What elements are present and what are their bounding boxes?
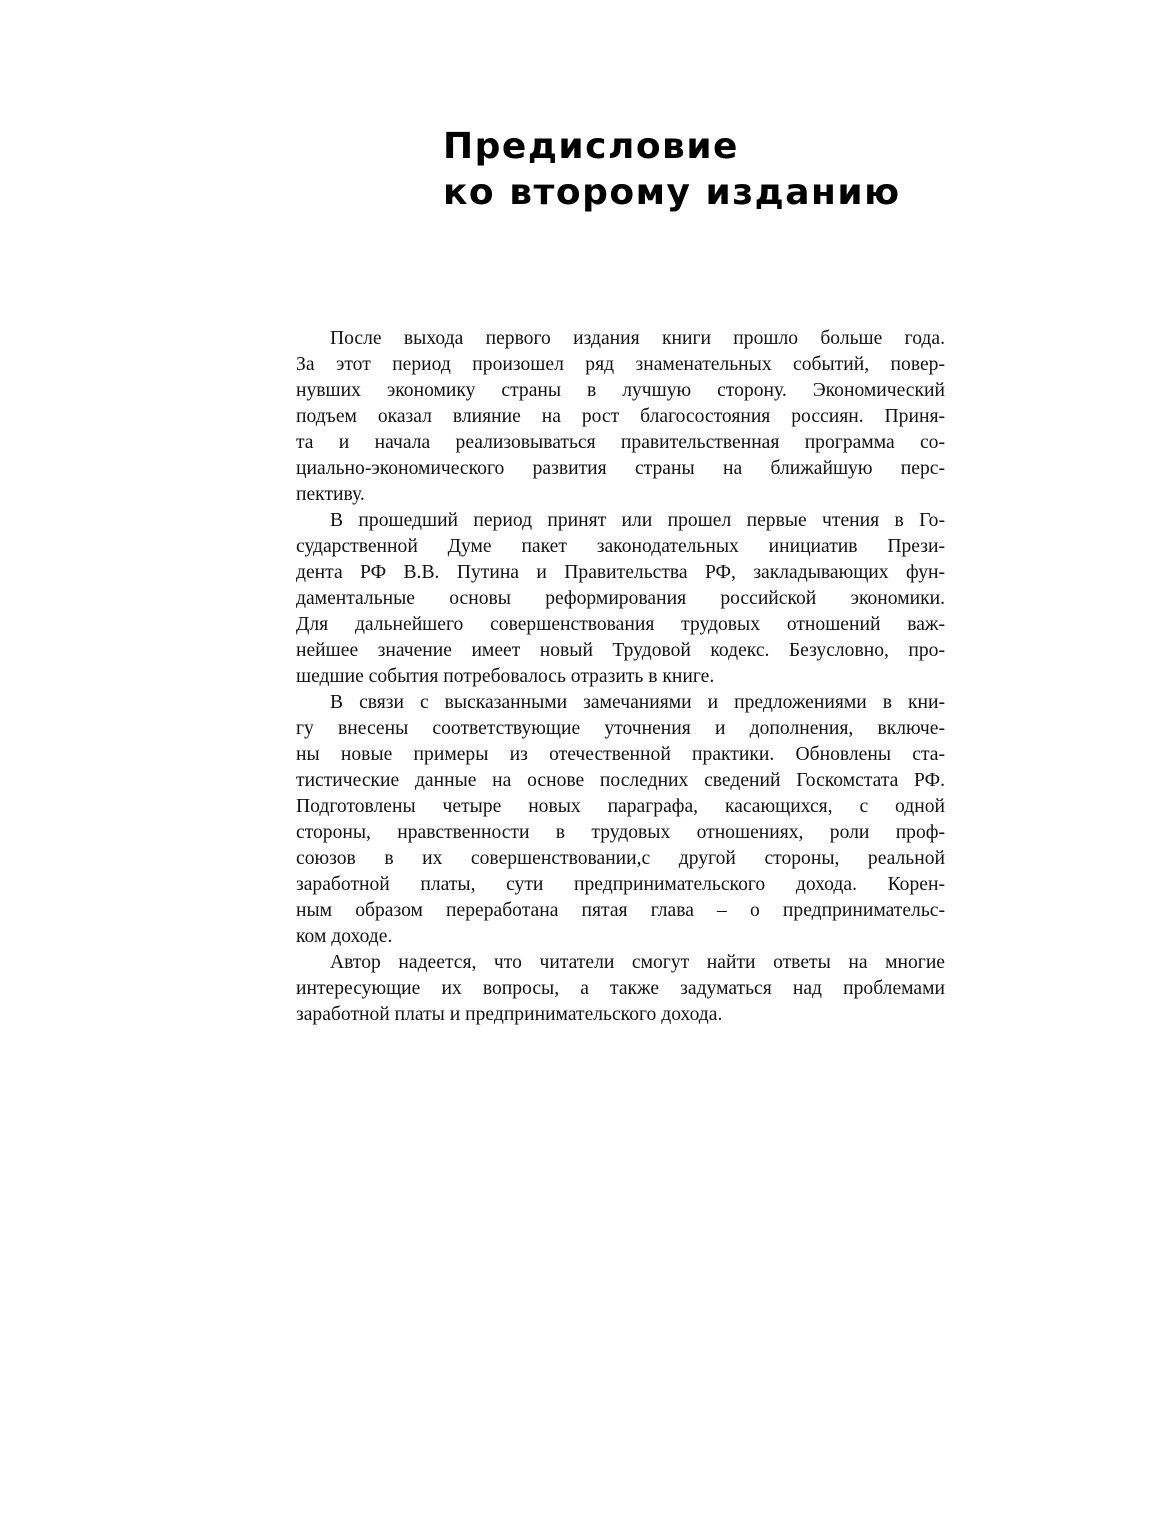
text-line: стороны, нравственности в трудовых отношениях, роли проф- [296, 822, 945, 843]
text-line: интересующие их вопросы, а также задуматься над проблемами [296, 978, 945, 999]
paragraph-3 [296, 690, 945, 950]
text-line: заработной платы, сути предпринимательского дохода. Корен- [296, 874, 945, 895]
text-line: В связи с высказанными замечаниями и предложениями в кни- [330, 692, 945, 713]
title-line-2: ко второму изданию [443, 172, 901, 213]
preface-body [296, 326, 945, 1028]
text-line: та и начала реализовываться правительственная программа со- [296, 432, 945, 453]
text-line: ным образом переработана пятая глава – о предпринимательс- [296, 900, 945, 921]
text-line: заработной платы и предпринимательского дохода. [296, 1004, 723, 1025]
title-line-1: Предисловие [443, 126, 739, 167]
text-line: подъем оказал влияние на рост благосостояния россиян. Приня- [296, 406, 945, 427]
text-line: гу внесены соответствующие уточнения и дополнения, включе- [296, 718, 945, 739]
text-line: сударственной Думе пакет законодательных инициатив Прези- [296, 536, 945, 557]
text-line: нувших экономику страны в лучшую сторону. Экономический [296, 380, 945, 401]
text-line: пективу. [296, 484, 365, 505]
text-line: В прошедший период принят или прошел первые чтения в Го- [330, 510, 945, 531]
text-line: Для дальнейшего совершенствования трудовых отношений важ- [296, 614, 945, 635]
paragraph-4 [296, 950, 945, 1028]
text-line: тистические данные на основе последних сведений Госкомстата РФ. [296, 770, 945, 791]
text-line: Подготовлены четыре новых параграфа, касающихся, с одной [296, 796, 945, 817]
text-line: Автор надеется, что читатели смогут найти ответы на многие [330, 952, 945, 973]
text-line: После выхода первого издания книги прошло больше года. [330, 328, 945, 349]
text-line: союзов в их совершенствовании,с другой стороны, реальной [296, 848, 945, 869]
text-line: За этот период произошел ряд знаменательных событий, повер- [296, 354, 945, 375]
text-line: ком доходе. [296, 926, 393, 947]
text-line: циально-экономического развития страны на ближайшую перс- [296, 458, 945, 479]
page-title [443, 124, 1083, 216]
text-line: дента РФ В.В. Путина и Правительства РФ, закладывающих фун- [296, 562, 945, 583]
text-line: нейшее значение имеет новый Трудовой кодекс. Безусловно, про- [296, 640, 945, 661]
text-line: ны новые примеры из отечественной практики. Обновлены ста- [296, 744, 945, 765]
text-line: даментальные основы реформирования российской экономики. [296, 588, 945, 609]
paragraph-2 [296, 508, 945, 690]
paragraph-1 [296, 326, 945, 508]
text-line: шедшие события потребовалось отразить в книге. [296, 666, 715, 687]
